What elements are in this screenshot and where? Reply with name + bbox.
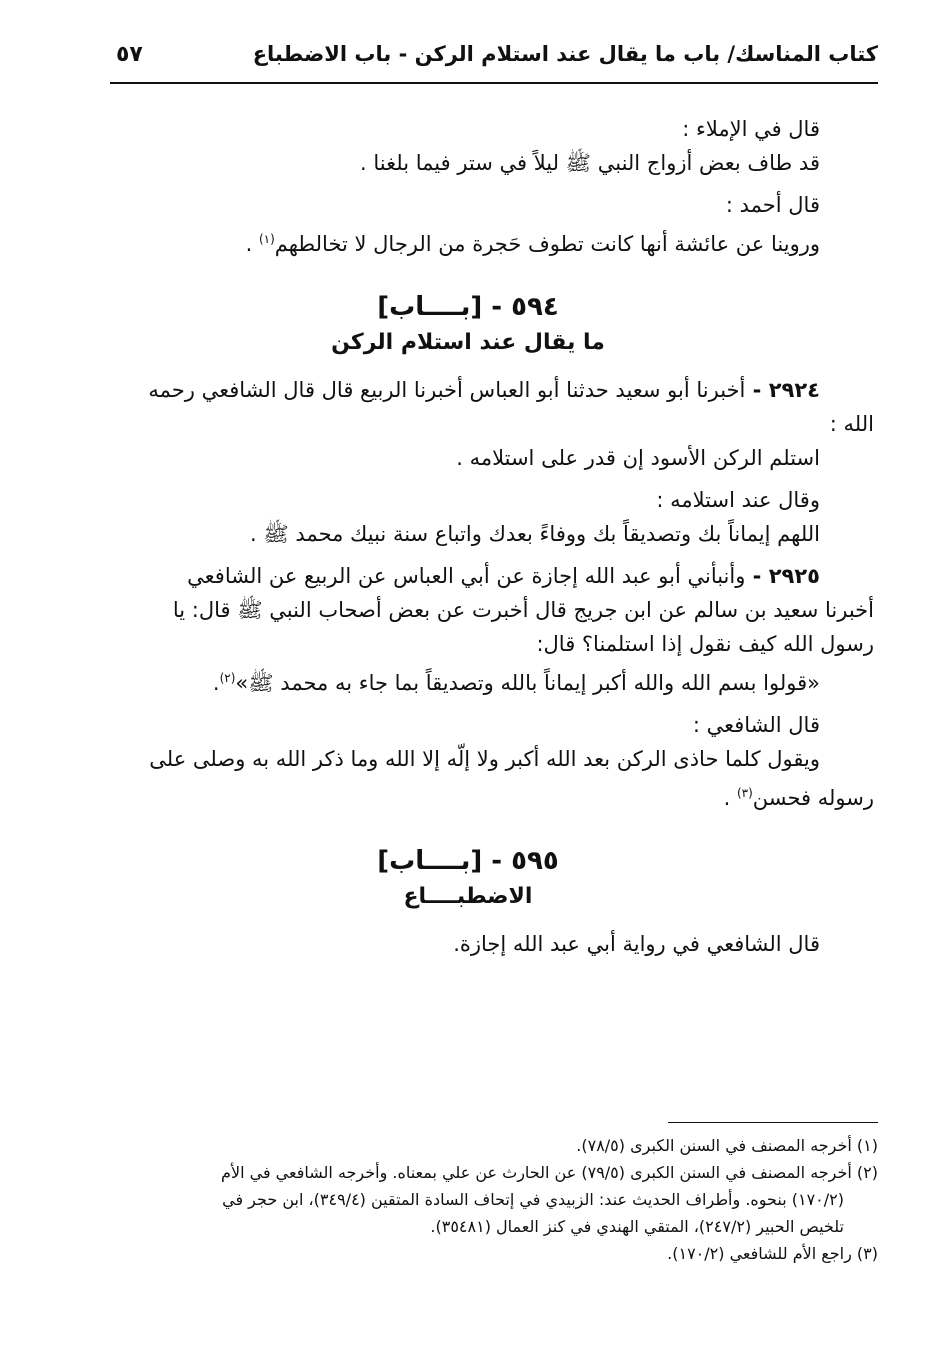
hadith-line — [116, 373, 820, 407]
speaker-label: قال في الإملاء : — [682, 117, 820, 141]
footnote-ref[interactable]: (١) — [258, 232, 275, 246]
footnote-continuation: (١٧٠/٢) بنحوه. وأطراف الحديث عند: الزبيدي في إتحاف السادة المتقين (٣٤٩/٤)، ابن حجر في — [222, 1190, 844, 1209]
text-span: رسوله فحسن — [752, 786, 874, 810]
hadith-number: ٢٩٢٤ - — [745, 378, 820, 402]
footnote: (٣) راجع الأم للشافعي (١٧٠/٢). — [667, 1244, 878, 1263]
text-span: وأنبأني أبو عبد الله إجازة عن أبي العباس عن الربيع عن الشافعي — [187, 564, 746, 588]
text-line: اللهم إيماناً بك وتصديقاً بك ووفاءً بعدك واتباع سنة نبيك محمد ﷺ . — [250, 522, 820, 546]
running-title: كتاب المناسك/ باب ما يقال عند استلام الركن - باب الاضطباع — [252, 42, 878, 66]
hadith-number: ٢٩٢٥ - — [745, 564, 820, 588]
chapter-number: ٥٩٤ - [بــــاب] — [377, 292, 559, 322]
text-line — [116, 222, 820, 261]
text-line — [116, 661, 820, 700]
footnote: (٢) أخرجه المصنف في السنن الكبرى (٧٩/٥) عن الحارث عن علي بمعناه. وأخرجه الشافعي في الأم — [221, 1163, 878, 1182]
text-line: قد طاف بعض أزواج النبي ﷺ ليلاً في ستر فيما بلغنا . — [360, 151, 820, 175]
chapter-title: الاضطبــــاع — [403, 884, 533, 909]
page-header — [110, 38, 878, 84]
chapter-number: ٥٩٥ - [بــــاب] — [377, 846, 559, 876]
text-span: . — [212, 671, 220, 695]
speaker-label: قال الشافعي : — [692, 713, 820, 737]
text-span: وروينا عن عائشة أنها كانت تطوف حَجرة من الرجال لا تخالطهم — [274, 232, 820, 256]
text-line: الله : — [829, 412, 874, 436]
footnote-ref[interactable]: (٢) — [219, 671, 236, 685]
footnote: (١) أخرجه المصنف في السنن الكبرى (٧٨/٥). — [576, 1136, 878, 1155]
text-line: أخبرنا سعيد بن سالم عن ابن جريج قال أخبرت عن بعض أصحاب النبي ﷺ قال: يا — [172, 598, 874, 622]
text-line: استلم الركن الأسود إن قدر على استلامه . — [456, 446, 820, 470]
text-line: ويقول كلما حاذى الركن بعد الله أكبر ولا إلّه إلا الله وما ذكر الله به وصلى على — [149, 747, 820, 771]
text-line: قال الشافعي في رواية أبي عبد الله إجازة. — [453, 932, 820, 956]
chapter-title: ما يقال عند استلام الركن — [331, 330, 605, 355]
main-text — [116, 112, 874, 961]
page-number: ٥٧ — [116, 42, 143, 67]
text-span: . — [245, 232, 259, 256]
footnote-divider — [668, 1122, 878, 1123]
text-line — [116, 776, 874, 815]
speaker-label: قال أحمد : — [725, 193, 820, 217]
text-span: «قولوا بسم الله والله أكبر إيماناً بالله وتصديقاً بما جاء به محمد ﷺ» — [235, 671, 820, 695]
hadith-line — [116, 559, 820, 593]
text-span: . — [723, 786, 737, 810]
speaker-label: وقال عند استلامه : — [656, 488, 820, 512]
text-span: أخبرنا أبو سعيد حدثنا أبو العباس أخبرنا الربيع قال قال الشافعي رحمه — [148, 378, 746, 402]
text-line: رسول الله كيف نقول إذا استلمنا؟ قال: — [536, 632, 874, 656]
footnote-continuation: تلخيص الحبير (٢٤٧/٢)، المتقي الهندي في كنز العمال (٣٥٤٨١). — [430, 1217, 844, 1236]
footnotes — [110, 1132, 878, 1267]
footnote-ref[interactable]: (٣) — [736, 786, 753, 800]
